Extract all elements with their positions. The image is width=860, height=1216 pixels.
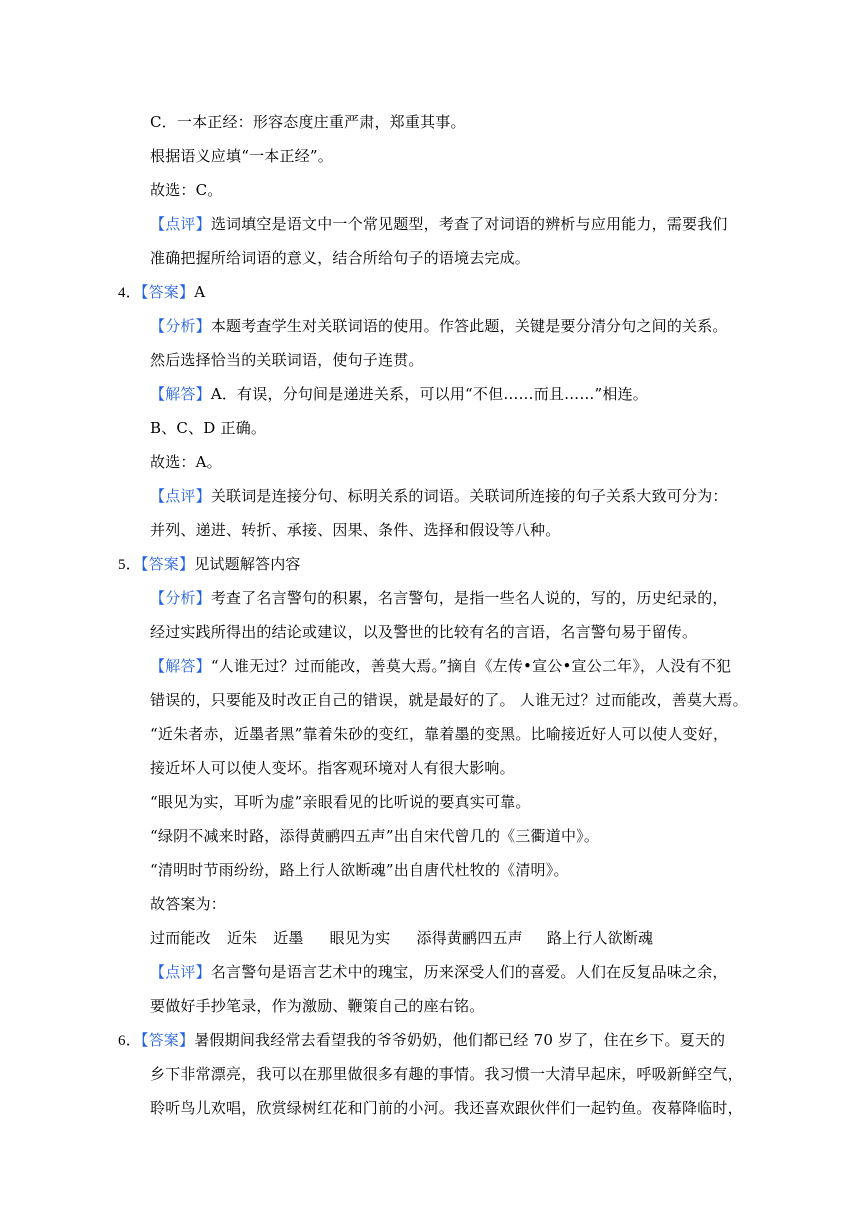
q5-analysis [150, 588, 728, 608]
q3-choice: 故选：C。 [150, 181, 223, 199]
q5-solution-text-6: “绿阴不减来时路，添得黄鹂四五声”出自宋代曾几的《三衢道中》。 [150, 827, 600, 845]
q3-comment-text-1: 选词填空是语文中一个常见题型，考查了对词语的辨析与应用能力，需要我们 [210, 215, 728, 233]
answer-tag: 【答案】 [140, 1031, 195, 1049]
question-number: 6． [118, 1033, 141, 1049]
q4-solution [150, 384, 648, 404]
analysis-tag: 【分析】 [150, 589, 211, 607]
q3-comment [150, 214, 728, 234]
q5-solution [150, 656, 731, 676]
q5-solution-text-1: “人谁无过？过而能改，善莫大焉。”摘自《左传•宣公•宣公二年》，人没有不犯 [210, 657, 732, 675]
q4-answer: A [194, 283, 206, 301]
q6-answer-text-2: 乡下非常漂亮，我可以在那里做很多有趣的事情。我习惯一大清早起床，呼吸新鲜空气， [150, 1065, 743, 1083]
answer-tag: 【答案】 [140, 283, 195, 301]
q5-solution-text-7: “清明时节雨纷纷，路上行人欲断魂”出自唐代杜牧的《清明》。 [150, 861, 569, 879]
answer-item: 添得黄鹂四五声 [416, 929, 523, 947]
q4-analysis-text-1: 本题考查学生对关联词语的使用。作答此题，关键是要分清分句之间的关系。 [210, 317, 728, 335]
solution-tag: 【解答】 [150, 385, 211, 403]
q5-answers-row [150, 928, 653, 948]
q4-analysis [150, 316, 728, 336]
q5-comment [150, 962, 728, 982]
q6-answer-line [118, 1030, 725, 1051]
q4-comment-text-2: 并列、递进、转折、承接、因果、条件、选择和假设等八种。 [150, 521, 561, 539]
q5-comment-text-2: 要做好手抄笔录，作为激励、鞭策自己的座右铭。 [150, 997, 485, 1015]
q4-solution-text-1: A．有误，分句间是递进关系，可以用“不但……而且……”相连。 [210, 385, 648, 403]
q3-comment-text-2: 准确把握所给词语的意义，结合所给句子的语境去完成。 [150, 249, 531, 267]
comment-tag: 【点评】 [150, 215, 211, 233]
q6-answer-text-1: 暑假期间我经常去看望我的爷爷奶奶，他们都已经 70 岁了，住在乡下。夏天的 [194, 1031, 726, 1049]
q5-solution-text-2: 错误的，只要能及时改正自己的错误，就是最好的了。 人谁无过？过而能改，善莫大焉。 [150, 691, 748, 709]
q5-answer-intro: 故答案为： [150, 895, 227, 913]
q3-fill: 根据语义应填“一本正经”。 [150, 147, 333, 165]
answer-item: 眼见为实 [329, 929, 391, 947]
q5-analysis-text-2: 经过实践所得出的结论或建议，以及警世的比较有名的言语，名言警句易于留传。 [150, 623, 698, 641]
answer-item: 近墨 [273, 929, 304, 947]
q5-solution-text-3: “近朱者赤，近墨者黑”靠着朱砂的变红，靠着墨的变黑。比喻接近好人可以使人变好， [150, 725, 729, 743]
answer-item: 路上行人欲断魂 [546, 929, 654, 947]
q4-choice: 故选：A。 [150, 453, 222, 471]
q5-analysis-text-1: 考查了名言警句的积累，名言警句，是指一些名人说的，写的，历史纪录的， [210, 589, 728, 607]
q4-solution-text-2: B、C、D 正确。 [150, 419, 267, 437]
analysis-tag: 【分析】 [150, 317, 211, 335]
q4-answer-line [118, 282, 205, 303]
q3-option-c: C．一本正经：形容态度庄重严肃，郑重其事。 [150, 113, 466, 131]
q4-comment [150, 486, 728, 506]
q5-answer-line [118, 554, 301, 575]
comment-tag: 【点评】 [150, 487, 211, 505]
q4-analysis-text-2: 然后选择恰当的关联词语，使句子连贯。 [150, 351, 424, 369]
q6-answer-text-3: 聆听鸟儿欢唱，欣赏绿树红花和门前的小河。我还喜欢跟伙伴们一起钓鱼。夜幕降临时， [150, 1099, 743, 1117]
q5-solution-text-5: “眼见为实，耳听为虚”亲眼看见的比听说的要真实可靠。 [150, 793, 531, 811]
answer-item: 近朱 [226, 929, 258, 947]
answer-item: 过而能改 [150, 929, 211, 947]
question-number: 4． [118, 285, 141, 301]
question-number: 5． [118, 557, 141, 573]
q5-solution-text-4: 接近坏人可以使人变坏。指客观环境对人有很大影响。 [150, 759, 515, 777]
q4-comment-text-1: 关联词是连接分句、标明关系的词语。关联词所连接的句子关系大致可分为： [210, 487, 728, 505]
solution-tag: 【解答】 [150, 657, 211, 675]
answer-tag: 【答案】 [140, 555, 195, 573]
comment-tag: 【点评】 [150, 963, 211, 981]
q5-answer: 见试题解答内容 [194, 555, 301, 573]
q5-comment-text-1: 名言警句是语言艺术中的瑰宝，历来深受人们的喜爱。人们在反复品味之余， [210, 963, 728, 981]
